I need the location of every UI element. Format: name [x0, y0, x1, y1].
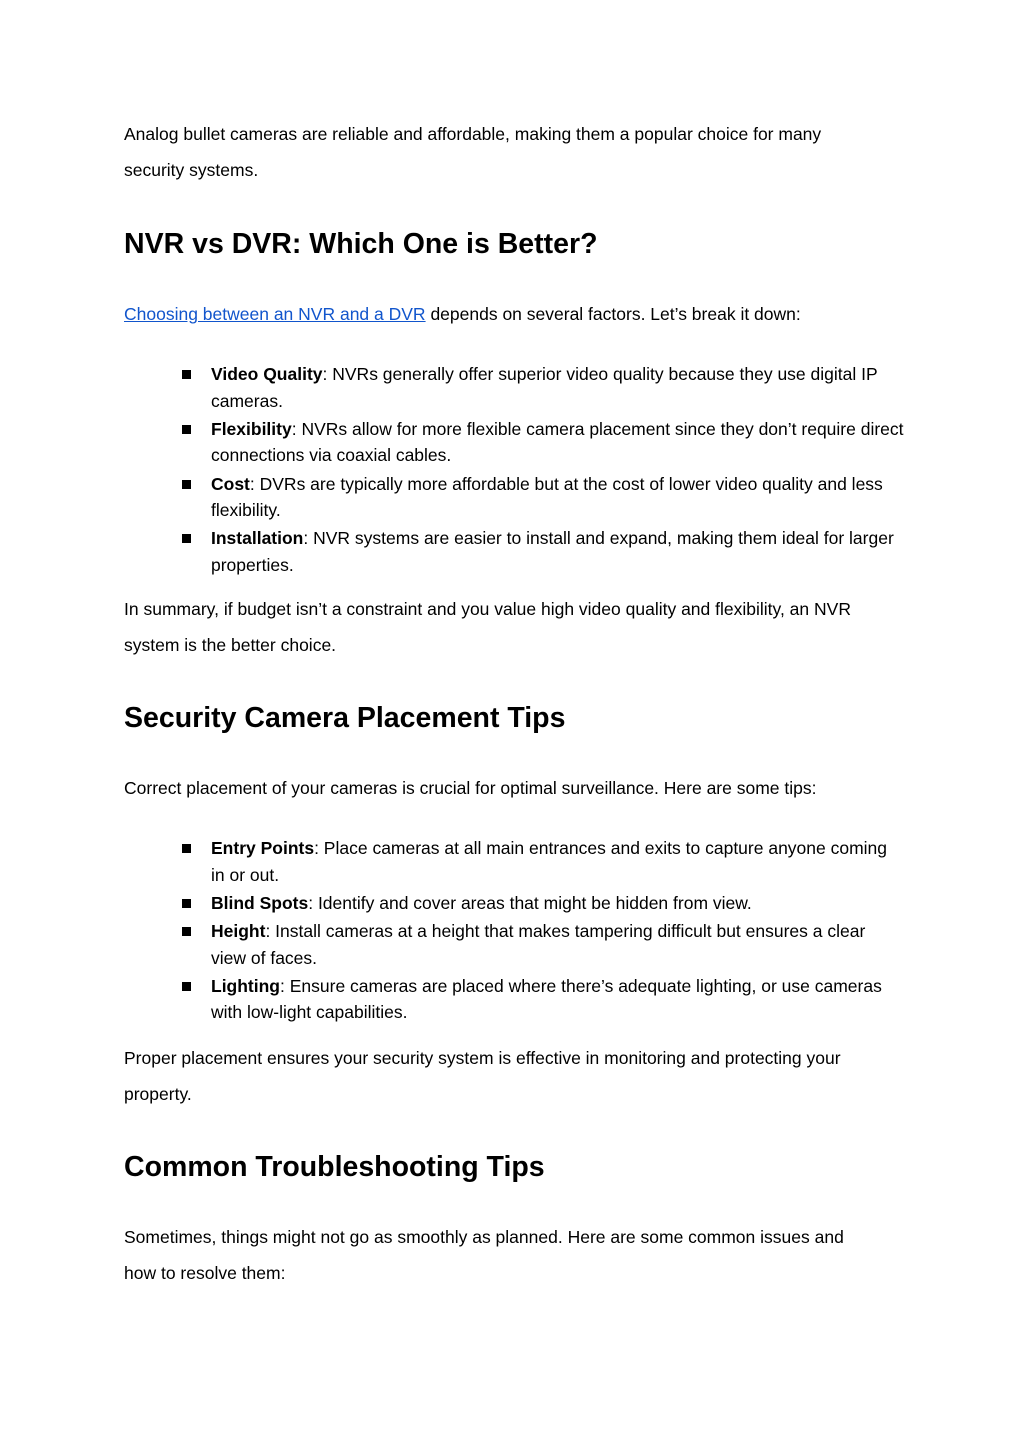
- placement-heading: Security Camera Placement Tips: [124, 702, 566, 734]
- troubleshooting-heading: Common Troubleshooting Tips: [124, 1151, 545, 1183]
- list-item-term: Flexibility: [211, 418, 292, 439]
- list-item: [180, 835, 904, 888]
- nvr-summary-paragraph: In summary, if budget isn’t a constraint and you value high video quality and flexibility, an NVR system is the better choice.: [124, 599, 851, 655]
- list-item: [180, 361, 904, 414]
- list-item-desc: : Install cameras at a height that makes tampering difficult but ensures a clear view of faces.: [211, 921, 866, 968]
- list-item: [180, 973, 904, 1026]
- nvr-intro-paragraph: [124, 296, 904, 332]
- list-item-desc: : Identify and cover areas that might be hidden from view.: [308, 892, 752, 913]
- list-item-desc: : NVRs generally offer superior video quality because they use digital IP cameras.: [211, 364, 878, 411]
- list-item-desc: : NVR systems are easier to install and expand, making them ideal for larger properties.: [211, 528, 894, 575]
- list-item-desc: : DVRs are typically more affordable but at the cost of lower video quality and less flexibility.: [211, 473, 883, 521]
- list-item-desc: : Ensure cameras are placed where there’s adequate lighting, or use cameras with low-light capabilities.: [211, 975, 882, 1023]
- list-item-term: Video Quality: [211, 364, 323, 384]
- list-item-desc: : Place cameras at all main entrances and exits to capture anyone coming in or out.: [211, 838, 888, 885]
- nvr-vs-dvr-link[interactable]: Choosing between an NVR and a DVR: [124, 304, 426, 324]
- list-item-desc: : NVRs allow for more flexible camera placement since they don’t require direct connections via coaxial cables.: [211, 418, 904, 466]
- square-bullet-icon: [182, 844, 191, 853]
- list-item-term: Entry Points: [211, 838, 315, 858]
- list-item: [180, 890, 904, 917]
- intro-paragraph: Analog bullet cameras are reliable and affordable, making them a popular choice for many security systems.: [124, 124, 822, 180]
- placement-intro-paragraph: Correct placement of your cameras is crucial for optimal surveillance. Here are some tips:: [124, 778, 817, 798]
- square-bullet-icon: [182, 982, 191, 991]
- list-item: [180, 525, 904, 578]
- list-item-term: Height: [211, 921, 266, 942]
- list-item: [180, 471, 904, 524]
- nvr-intro-rest: depends on several factors. Let’s break it down:: [425, 304, 801, 324]
- square-bullet-icon: [182, 534, 191, 543]
- list-item-term: Cost: [211, 473, 250, 494]
- list-item: [180, 918, 904, 971]
- nvr-factors-list: [180, 361, 904, 580]
- list-item-term: Lighting: [211, 975, 281, 996]
- placement-summary-paragraph: Proper placement ensures your security system is effective in monitoring and protecting your property.: [124, 1048, 841, 1104]
- nvr-vs-dvr-heading: NVR vs DVR: Which One is Better?: [124, 228, 598, 260]
- list-item-term: Installation: [211, 528, 304, 549]
- placement-tips-list: [180, 835, 904, 1028]
- list-item-term: Blind Spots: [211, 892, 309, 913]
- troubleshooting-intro-paragraph: Sometimes, things might not go as smoothly as planned. Here are some common issues and how to resolve them:: [124, 1227, 844, 1283]
- list-item: [180, 416, 904, 469]
- square-bullet-icon: [182, 425, 191, 434]
- square-bullet-icon: [182, 370, 191, 379]
- square-bullet-icon: [182, 480, 191, 489]
- square-bullet-icon: [182, 927, 191, 936]
- square-bullet-icon: [182, 899, 191, 908]
